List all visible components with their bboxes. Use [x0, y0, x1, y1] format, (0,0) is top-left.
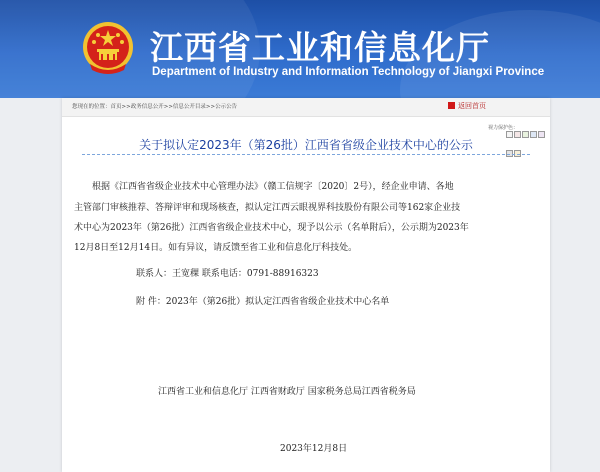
return-home-label: 返回首页	[458, 102, 486, 110]
breadcrumb-bar	[62, 98, 550, 117]
flag-icon	[448, 102, 455, 109]
article-title: 关于拟认定2023年（第26批）江西省省级企业技术中心的公示	[139, 138, 473, 152]
site-subtitle: Department of Industry and Information Technology of Jiangxi Province	[152, 66, 545, 78]
article-page	[62, 98, 550, 472]
issue-date: 2023年12月8日	[280, 444, 348, 454]
title-divider	[82, 154, 530, 155]
paragraph-line: 主管部门审核推荐、答辩评审和现场核查，拟认定江西云眼视界科技股份有限公司等162家企业技	[74, 203, 461, 213]
eye-protection-label: 视力保护色：	[488, 125, 519, 131]
national-emblem-icon	[80, 20, 136, 78]
paragraph-line: 根据《江西省省级企业技术中心管理办法》（赣工信规字〔2020〕2号），经企业申请、各地	[92, 182, 454, 192]
return-home-link[interactable]	[448, 101, 486, 111]
paragraph-line: 术中心为2023年（第26批）江西省省级企业技术中心，现予以公示（名单附后），公示期为2023年	[74, 223, 469, 233]
site-banner	[0, 0, 600, 98]
contact-line: 联系人：王宽稞 联系电话：0791-88916323	[136, 269, 319, 279]
attachment-link[interactable]: 附 件：2023年（第26批）拟认定江西省省级企业技术中心名单	[136, 297, 390, 307]
issuer-signature: 江西省工业和信息化厅 江西省财政厅 国家税务总局江西省税务局	[158, 387, 416, 397]
site-title: 江西省工业和信息化厅	[150, 28, 490, 67]
paragraph-line: 12月8日至12月14日。如有异议，请反馈至省工业和信息化厅科技处。	[74, 243, 358, 253]
breadcrumb[interactable]: 您现在的位置：首页>>政务信息公开>>信息公开目录>>公示公告	[72, 104, 238, 110]
